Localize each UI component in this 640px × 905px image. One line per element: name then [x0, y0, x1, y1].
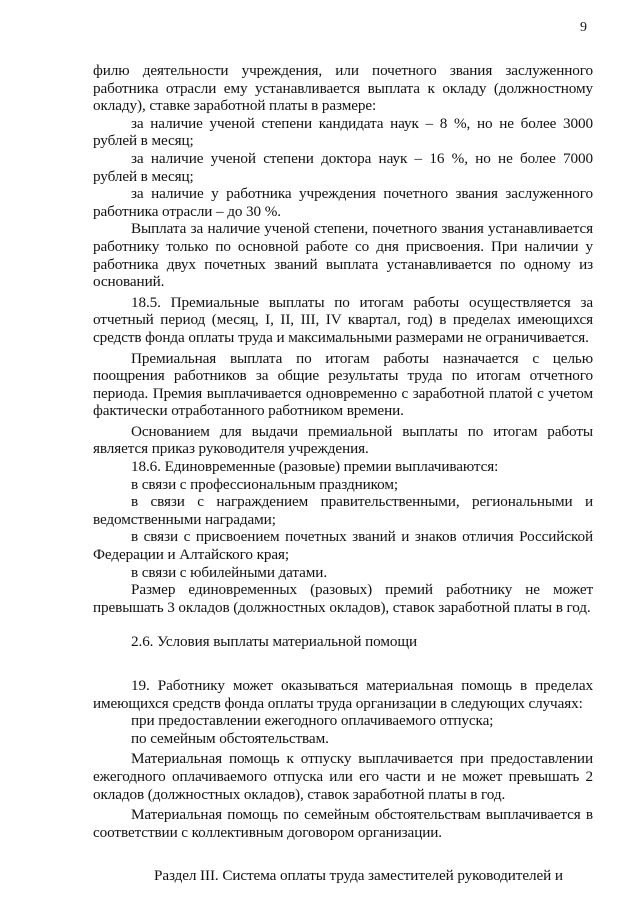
paragraph: за наличие ученой степени кандидата наук – 8 %, но не более 3000 рублей в месяц; [93, 114, 593, 150]
document-body [93, 62, 593, 885]
page-number: 9 [580, 20, 587, 35]
paragraph: Материальная помощь к отпуску выплачивается при предоставлении ежегодного оплачиваемого отпуска или его части и не может превышать 2 окладов (должностных окладов), ставок заработной платы в год. [93, 750, 593, 803]
paragraph: 18.5. Премиальные выплаты по итогам работы осуществляется за отчетный период (месяц, I, II, III, IV квартал, год) в пределах имеющихся средств фонда оплаты труда и максимальными размерами не ограничивается. [93, 293, 593, 346]
paragraph: Размер единовременных (разовых) премий работнику не может превышать 3 окладов (должностных окладов), ставок заработной платы в год. [93, 581, 593, 616]
paragraph: за наличие у работника учреждения почетного звания заслуженного работника отрасли – до 30 %. [93, 185, 593, 220]
list-item: при предоставлении ежегодного оплачиваемого отпуска; [131, 712, 494, 730]
list-item: в связи с профессиональным праздником; [131, 475, 398, 493]
paragraph: за наличие ученой степени доктора наук – 16 %, но не более 7000 рублей в месяц; [93, 149, 593, 185]
paragraph: Выплата за наличие ученой степени, почетного звания устанавливается работнику только по основной работе со дня присвоения. При наличии у работника двух почетных званий выплата устанавливается по одному из оснований. [93, 220, 593, 291]
paragraph: Материальная помощь по семейным обстоятельствам выплачивается в соответствии с коллективным договором организации. [93, 806, 593, 841]
list-item: в связи с присвоением почетных званий и знаков отличия Российской Федерации и Алтайского края; [93, 528, 593, 564]
paragraph: 18.6. Единовременные (разовые) премии выплачиваются: [131, 458, 499, 476]
list-item: в связи с юбилейными датами. [131, 563, 328, 581]
list-item: по семейным обстоятельствам. [131, 729, 329, 747]
paragraph: филю деятельности учреждения, или почетного звания заслуженного работника отрасли ему устанавливается выплата к окладу (должностному окладу), ставке заработной платы в размере: [93, 62, 593, 115]
paragraph: Основанием для выдачи премиальной выплаты по итогам работы является приказ руководителя учреждения. [93, 422, 593, 458]
list-item: в связи с награждением правительственными, региональными и ведомственными наградами; [93, 493, 593, 528]
paragraph: 19. Работнику может оказываться материальная помощь в пределах имеющихся средств фонда оплаты труда организации в следующих случаях: [93, 677, 593, 712]
section-heading: 2.6. Условия выплаты материальной помощи [131, 633, 418, 651]
paragraph: Премиальная выплата по итогам работы назначается с целью поощрения работников за общие результаты труда по итогам отчетного периода. Премия выплачивается одновременно с заработной платой с учетом фактически отработанного работником времени. [93, 349, 593, 420]
part-heading: Раздел III. Система оплаты труда заместителей руководителей и [154, 867, 563, 885]
